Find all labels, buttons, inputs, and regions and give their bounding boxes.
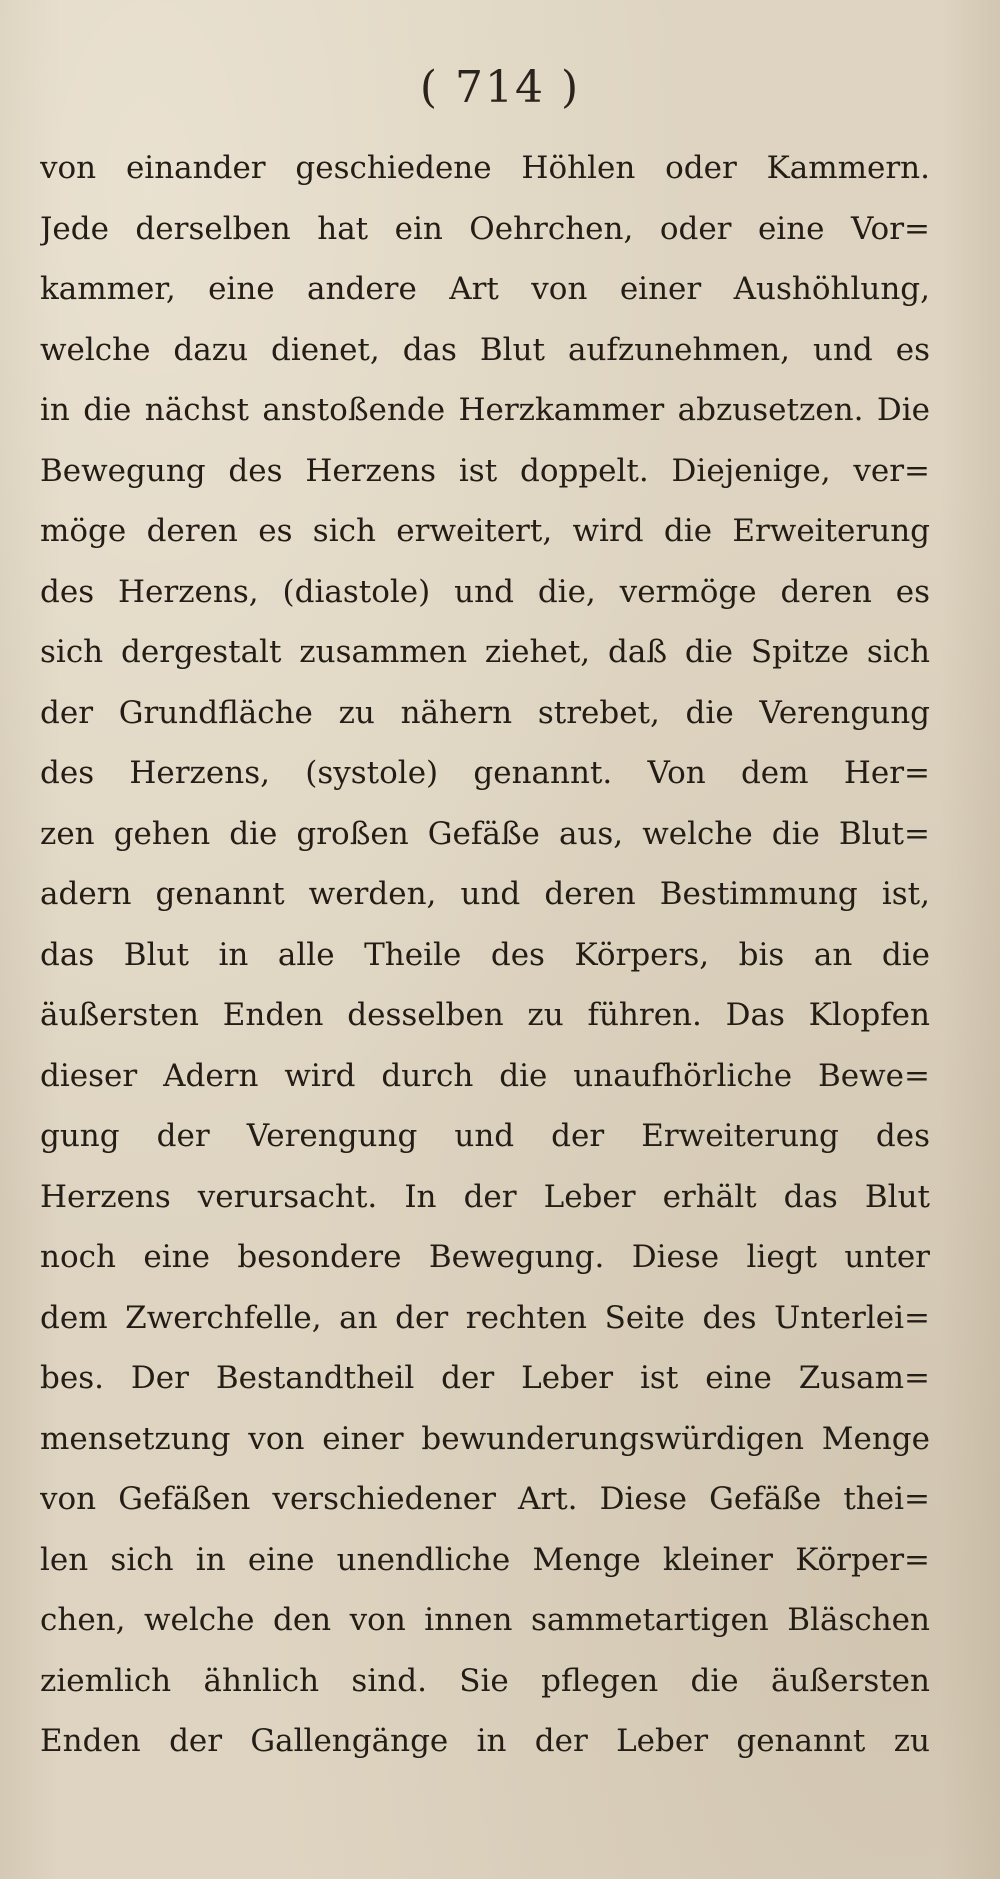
text-line: chen, welche den von innen sammetartigen Bläschen — [40, 1602, 930, 1638]
text-line: zen gehen die großen Gefäße aus, welche die Blut= — [40, 815, 930, 852]
text-line: adern genannt werden, und deren Bestimmung ist, — [40, 876, 930, 912]
text-line: sich dergestalt zusammen ziehet, daß die Spitze sich — [40, 634, 930, 670]
text-line: len sich in eine unendliche Menge kleiner Körper= — [40, 1541, 930, 1578]
text-line: Herzens verursacht. In der Leber erhält das Blut — [40, 1178, 930, 1215]
text-line: ziemlich ähnlich sind. Sie pflegen die äußersten — [40, 1662, 930, 1699]
text-line: Jede derselben hat ein Oehrchen, oder eine Vor= — [40, 210, 930, 247]
text-line: äußersten Enden desselben zu führen. Das Klopfen — [40, 997, 930, 1033]
text-line: Enden der Gallengänge in der Leber genannt zu — [40, 1723, 930, 1759]
text-line: Bewegung des Herzens ist doppelt. Diejenige, ver= — [40, 452, 930, 489]
text-line: kammer, eine andere Art von einer Aushöhlung, — [40, 271, 930, 307]
text-line: dieser Adern wird durch die unaufhörliche Bewe= — [40, 1057, 930, 1094]
text-line: von Gefäßen verschiedener Art. Diese Gefäße thei= — [40, 1481, 930, 1517]
text-line: mensetzung von einer bewunderungswürdigen Menge — [40, 1420, 930, 1457]
text-line: das Blut in alle Theile des Körpers, bis an die — [40, 936, 930, 973]
body-text — [40, 138, 930, 1772]
text-line: welche dazu dienet, das Blut aufzunehmen, und es — [40, 331, 930, 368]
text-line: dem Zwerchfelle, an der rechten Seite des Unterlei= — [40, 1299, 930, 1336]
text-line: noch eine besondere Bewegung. Diese liegt unter — [40, 1239, 930, 1275]
text-line: in die nächst anstoßende Herzkammer abzusetzen. Die — [40, 392, 930, 428]
text-line: des Herzens, (diastole) und die, vermöge deren es — [40, 573, 930, 610]
text-line: möge deren es sich erweitert, wird die Erweiterung — [40, 513, 930, 549]
text-line: von einander geschiedene Höhlen oder Kammern. — [40, 150, 930, 186]
text-line: gung der Verengung und der Erweiterung des — [40, 1118, 930, 1154]
text-line: des Herzens, (systole) genannt. Von dem Her= — [40, 755, 930, 791]
text-line: der Grundfläche zu nähern strebet, die Verengung — [40, 694, 930, 731]
page-number: ( 714 ) — [419, 62, 581, 113]
text-line: bes. Der Bestandtheil der Leber ist eine Zusam= — [40, 1360, 930, 1396]
